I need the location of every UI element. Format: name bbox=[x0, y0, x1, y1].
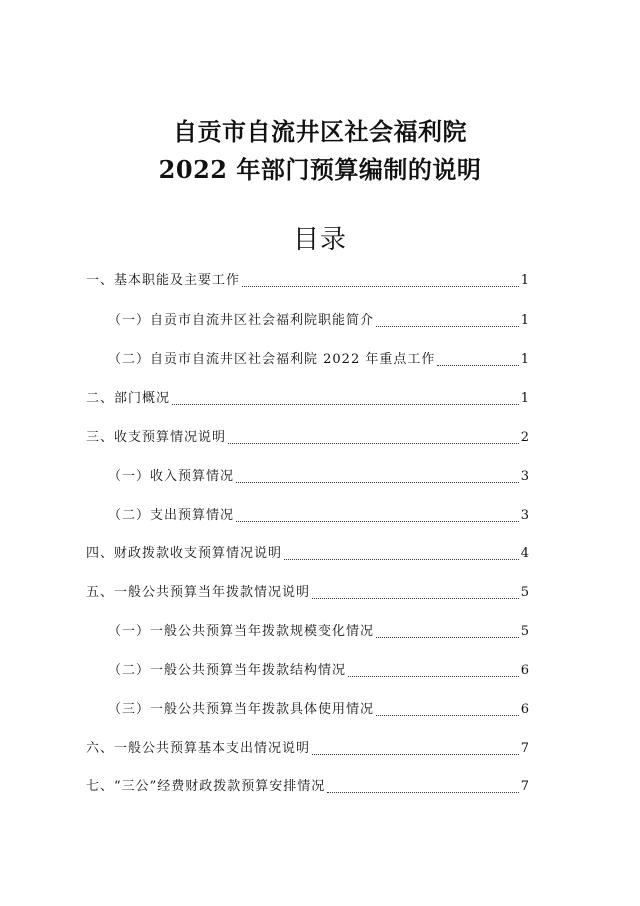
toc-entry[interactable] bbox=[86, 584, 529, 602]
toc-entry[interactable] bbox=[86, 429, 529, 447]
toc-entry-text: （一）收入预算情况 bbox=[108, 469, 235, 484]
toc-entry-text: （二）支出预算情况 bbox=[108, 508, 235, 523]
document-title-line2: 2022 年部门预算编制的说明 bbox=[158, 155, 482, 184]
toc-entry-text: 一、基本职能及主要工作 bbox=[86, 273, 241, 288]
toc-page-number: 1 bbox=[520, 313, 529, 328]
toc-entry-text: 五、一般公共预算当年拨款情况说明 bbox=[86, 585, 311, 600]
toc-entry-text: 七、“三公”经费财政拨款预算安排情况 bbox=[86, 779, 326, 794]
toc-entry[interactable] bbox=[86, 272, 529, 290]
toc-page-number: 5 bbox=[520, 585, 529, 600]
toc-dot-leader bbox=[236, 481, 519, 483]
document-title-line1: 自贡市自流井区社会福利院 bbox=[173, 117, 467, 146]
toc-dot-leader bbox=[348, 675, 519, 677]
toc-entry-text: （三）一般公共预算当年拨款具体使用情况 bbox=[108, 702, 375, 717]
toc-page-number: 6 bbox=[520, 663, 529, 678]
toc-entry[interactable] bbox=[108, 701, 529, 719]
toc-entry-text: 二、部门概况 bbox=[86, 391, 171, 406]
toc-entry-text: 六、一般公共预算基本支出情况说明 bbox=[86, 741, 311, 756]
toc-dot-leader bbox=[284, 558, 519, 560]
toc-dot-leader bbox=[437, 364, 518, 366]
toc-dot-leader bbox=[172, 403, 519, 405]
toc-page-number: 6 bbox=[520, 702, 529, 717]
toc-page-number: 1 bbox=[520, 391, 529, 406]
toc-page-number: 4 bbox=[520, 546, 529, 561]
toc-dot-leader bbox=[376, 714, 519, 716]
toc-dot-leader bbox=[242, 285, 519, 287]
toc-page-number: 3 bbox=[520, 469, 529, 484]
toc-entry[interactable] bbox=[86, 390, 529, 408]
toc-dot-leader bbox=[327, 791, 518, 793]
toc-entry[interactable] bbox=[108, 662, 529, 680]
toc-page-number: 5 bbox=[520, 624, 529, 639]
toc-entry[interactable] bbox=[108, 507, 529, 525]
toc-dot-leader bbox=[376, 636, 519, 638]
toc-entry[interactable] bbox=[108, 468, 529, 486]
toc-entry-text: （一）一般公共预算当年拨款规模变化情况 bbox=[108, 624, 375, 639]
toc-dot-leader bbox=[312, 597, 519, 599]
toc-dot-leader bbox=[236, 520, 519, 522]
toc-entry-text: 四、财政拨款收支预算情况说明 bbox=[86, 546, 283, 561]
toc-entry-text: 三、收支预算情况说明 bbox=[86, 430, 227, 445]
toc-entry[interactable] bbox=[86, 740, 529, 758]
toc-dot-leader bbox=[312, 753, 519, 755]
toc-entry-text: （二）自贡市自流井区社会福利院 2022 年重点工作 bbox=[108, 352, 436, 367]
toc-page-number: 3 bbox=[520, 508, 529, 523]
toc-entry[interactable] bbox=[86, 778, 529, 796]
toc-entry-text: （一）自贡市自流井区社会福利院职能简介 bbox=[108, 313, 375, 328]
toc-entry[interactable] bbox=[108, 623, 529, 641]
toc-page-number: 7 bbox=[520, 741, 529, 756]
toc-dot-leader bbox=[228, 442, 519, 444]
toc-page-number: 1 bbox=[520, 273, 529, 288]
toc-entry[interactable] bbox=[108, 351, 529, 369]
toc-heading: 目录 bbox=[292, 225, 347, 255]
toc-entry[interactable] bbox=[108, 312, 529, 330]
toc-entry[interactable] bbox=[86, 545, 529, 563]
toc-page-number: 7 bbox=[520, 779, 529, 794]
toc-dot-leader bbox=[376, 325, 519, 327]
toc-page-number: 1 bbox=[520, 352, 529, 367]
toc-page-number: 2 bbox=[520, 430, 529, 445]
toc-entry-text: （二）一般公共预算当年拨款结构情况 bbox=[108, 663, 347, 678]
